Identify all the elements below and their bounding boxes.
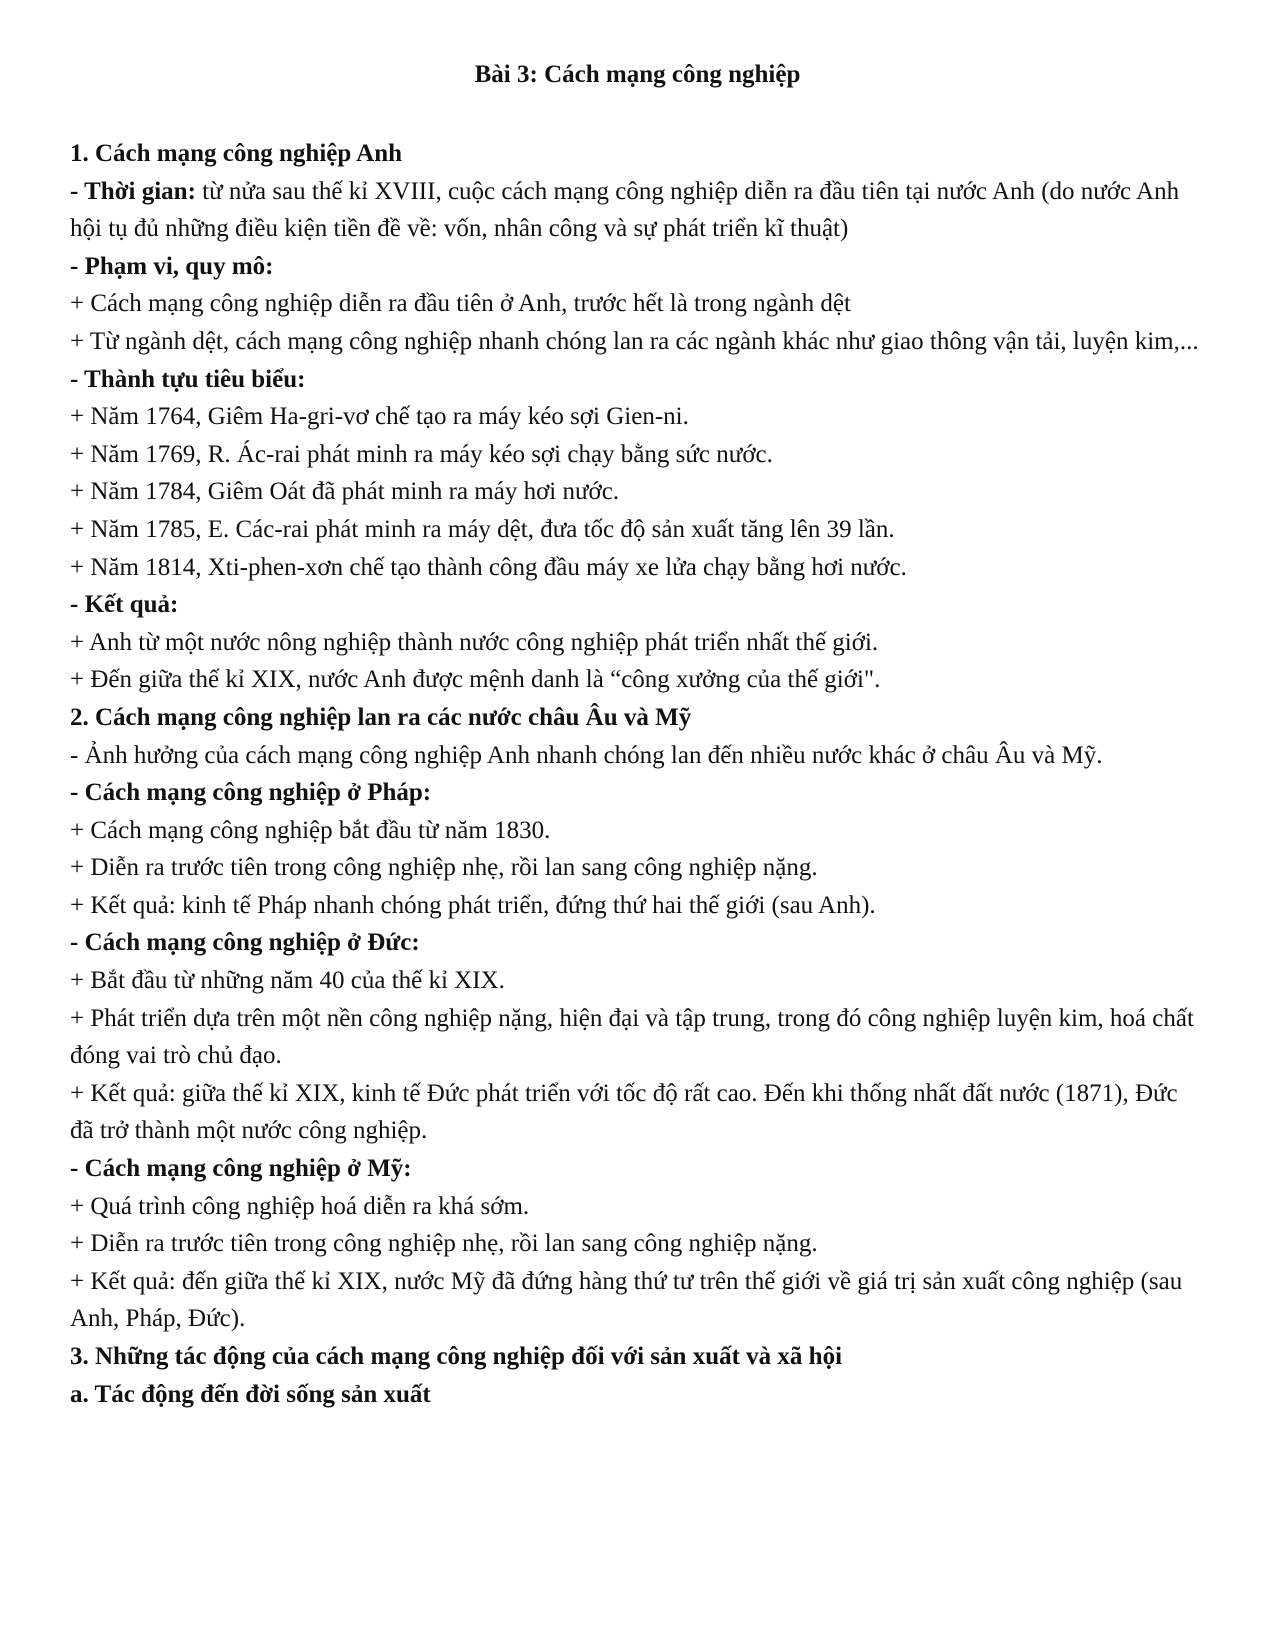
bold-label: - Cách mạng công nghiệp ở Pháp:	[70, 779, 432, 807]
body-text: + Bắt đầu từ những năm 40 của thế kỉ XIX.	[70, 967, 505, 995]
bold-label: - Phạm vi, quy mô:	[70, 252, 274, 280]
bold-text: 2. Cách mạng công nghiệp lan ra các nước châu Âu và Mỹ	[70, 703, 692, 731]
list-item	[70, 1000, 1205, 1075]
bold-text: a. Tác động đến đời sống sản xuất	[70, 1380, 431, 1408]
body-text: + Kết quả: kinh tế Pháp nhanh chóng phát triển, đứng thứ hai thế giới (sau Anh).	[70, 891, 876, 919]
heading-section-3	[70, 1338, 1205, 1376]
heading-subsection-a	[70, 1376, 1205, 1414]
bold-label: - Thành tựu tiêu biểu:	[70, 365, 306, 393]
heading-section-2	[70, 699, 1205, 737]
label-results	[70, 586, 1205, 624]
body-text: + Năm 1785, E. Các-rai phát minh ra máy dệt, đưa tốc độ sản xuất tăng lên 39 lần.	[70, 515, 895, 543]
label-germany	[70, 924, 1205, 962]
heading-section-1	[70, 135, 1205, 173]
list-item	[70, 436, 1205, 474]
body-text: + Năm 1784, Giêm Oát đã phát minh ra máy hơi nước.	[70, 478, 620, 506]
list-item	[70, 887, 1205, 925]
list-item	[70, 1075, 1205, 1150]
label-achievements	[70, 361, 1205, 399]
list-item	[70, 1188, 1205, 1226]
body-text: + Phát triển dựa trên một nền công nghiệp nặng, hiện đại và tập trung, trong đó công nghiệp luyện kim, hoá chất đóng vai trò chủ đạo.	[70, 1004, 1194, 1070]
list-item	[70, 549, 1205, 587]
list-item	[70, 1263, 1205, 1338]
body-text: + Kết quả: đến giữa thế kỉ XIX, nước Mỹ đã đứng hàng thứ tư trên thế giới về giá trị sản xuất công nghiệp (sau Anh, Pháp, Đức).	[70, 1267, 1183, 1333]
bold-label: - Kết quả:	[70, 591, 179, 619]
paragraph-influence	[70, 737, 1205, 775]
body-text: + Kết quả: giữa thế kỉ XIX, kinh tế Đức phát triển với tốc độ rất cao. Đến khi thống nhất đất nước (1871), Đức đã trở thành một nước công nghiệp.	[70, 1079, 1178, 1145]
body-text: + Năm 1764, Giêm Ha-gri-vơ chế tạo ra máy kéo sợi Gien-ni.	[70, 403, 689, 431]
body-text: + Diễn ra trước tiên trong công nghiệp nhẹ, rồi lan sang công nghiệp nặng.	[70, 1230, 818, 1258]
list-item	[70, 624, 1205, 662]
bold-text: 3. Những tác động của cách mạng công nghiệp đối với sản xuất và xã hội	[70, 1343, 843, 1370]
body-text: + Cách mạng công nghiệp diễn ra đầu tiên ở Anh, trước hết là trong ngành dệt	[70, 290, 851, 318]
list-item	[70, 511, 1205, 549]
bold-label: - Cách mạng công nghiệp ở Đức:	[70, 929, 420, 957]
list-item	[70, 812, 1205, 850]
body-text: + Quá trình công nghiệp hoá diễn ra khá sớm.	[70, 1192, 530, 1220]
body-text: + Diễn ra trước tiên trong công nghiệp nhẹ, rồi lan sang công nghiệp nặng.	[70, 854, 818, 882]
document-title: Bài 3: Cách mạng công nghiệp	[474, 61, 801, 88]
bold-label: - Thời gian:	[70, 177, 196, 205]
bold-text: 1. Cách mạng công nghiệp Anh	[70, 140, 403, 167]
list-item	[70, 661, 1205, 699]
body-text: + Năm 1769, R. Ác-rai phát minh ra máy kéo sợi chạy bằng sức nước.	[70, 440, 773, 468]
list-item	[70, 473, 1205, 511]
label-france	[70, 774, 1205, 812]
body-text: + Anh từ một nước nông nghiệp thành nước công nghiệp phát triển nhất thế giới.	[70, 628, 879, 656]
bold-label: - Cách mạng công nghiệp ở Mỹ:	[70, 1155, 412, 1183]
document-body	[70, 135, 1205, 1413]
list-item	[70, 1225, 1205, 1263]
list-item	[70, 398, 1205, 436]
label-scope	[70, 248, 1205, 286]
body-text: - Ảnh hưởng của cách mạng công nghiệp Anh nhanh chóng lan đến nhiều nước khác ở châu Âu và Mỹ.	[70, 741, 1103, 769]
list-item	[70, 849, 1205, 887]
body-text: + Năm 1814, Xti-phen-xơn chế tạo thành công đầu máy xe lửa chạy bằng hơi nước.	[70, 553, 907, 581]
list-item	[70, 962, 1205, 1000]
list-item	[70, 285, 1205, 323]
label-usa	[70, 1150, 1205, 1188]
body-text: + Từ ngành dệt, cách mạng công nghiệp nhanh chóng lan ra các ngành khác như giao thông vận tải, luyện kim,...	[70, 327, 1199, 355]
body-text: + Đến giữa thế kỉ XIX, nước Anh được mệnh danh là “công xưởng của thế giới".	[70, 666, 881, 694]
list-item	[70, 323, 1205, 361]
body-text: + Cách mạng công nghiệp bắt đầu từ năm 1830.	[70, 816, 551, 844]
body-text: từ nửa sau thế kỉ XVIII, cuộc cách mạng công nghiệp diễn ra đầu tiên tại nước Anh (do nước Anh hội tụ đủ những điều kiện tiền đề về: vốn, nhân công và sự phát triển kĩ thuật)	[70, 177, 1180, 243]
paragraph-time	[70, 173, 1205, 248]
